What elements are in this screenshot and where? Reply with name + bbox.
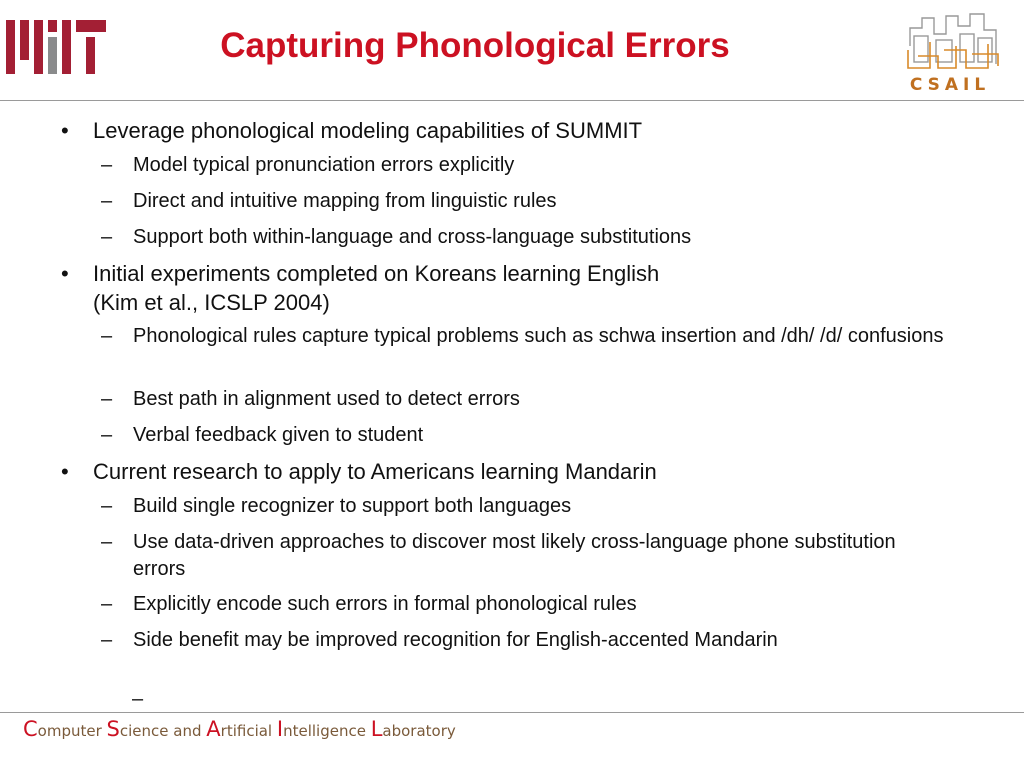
csail-text: CSAIL [909,75,991,95]
bullet-text: Initial experiments completed on Koreans learning English [93,261,660,286]
sub-bullet: – Build single recognizer to support both languages [101,495,572,517]
slide-title: Capturing Phonological Errors [220,26,730,65]
header-divider [0,100,1024,101]
bullet-marker: • [61,118,69,143]
sub-bullet: – Best path in alignment used to detect errors [101,388,520,410]
sub-bullet: – Side benefit may be improved recognition for English-accented Mandarin [101,629,778,651]
sub-bullet: – Verbal feedback given to student [101,424,424,446]
bullet-citation: (Kim et al., ICSLP 2004) [93,290,330,315]
sub-bullet: – Use data-driven approaches to discover most likely cross-language phone substitution errors [101,531,896,580]
bullet-text: Leverage phonological modeling capabilities of SUMMIT [93,118,643,143]
sub-bullet: – Model typical pronunciation errors explicitly [101,154,515,176]
empty-sub-bullet: – [132,688,144,710]
sub-bullet: – Explicitly encode such errors in formal phonological rules [101,593,637,615]
bullet-1 [61,116,643,145]
bullet-marker: • [61,261,69,286]
footer-lab-name: Computer Science and Artificial Intelligence Laboratory [23,717,456,741]
sub-bullet: – Phonological rules capture typical problems such as schwa insertion and /dh/ /d/ confusions [101,325,944,347]
bullet-text: Current research to apply to Americans learning Mandarin [93,459,657,484]
bullet-marker: • [61,459,69,484]
sub-bullet: – Direct and intuitive mapping from linguistic rules [101,190,557,212]
bullet-3 [61,457,657,486]
sub-bullet: – Support both within-language and cross-language substitutions [101,226,692,248]
footer-divider [0,712,1024,713]
csail-logo [900,6,1010,96]
bullet-2 [61,259,660,317]
